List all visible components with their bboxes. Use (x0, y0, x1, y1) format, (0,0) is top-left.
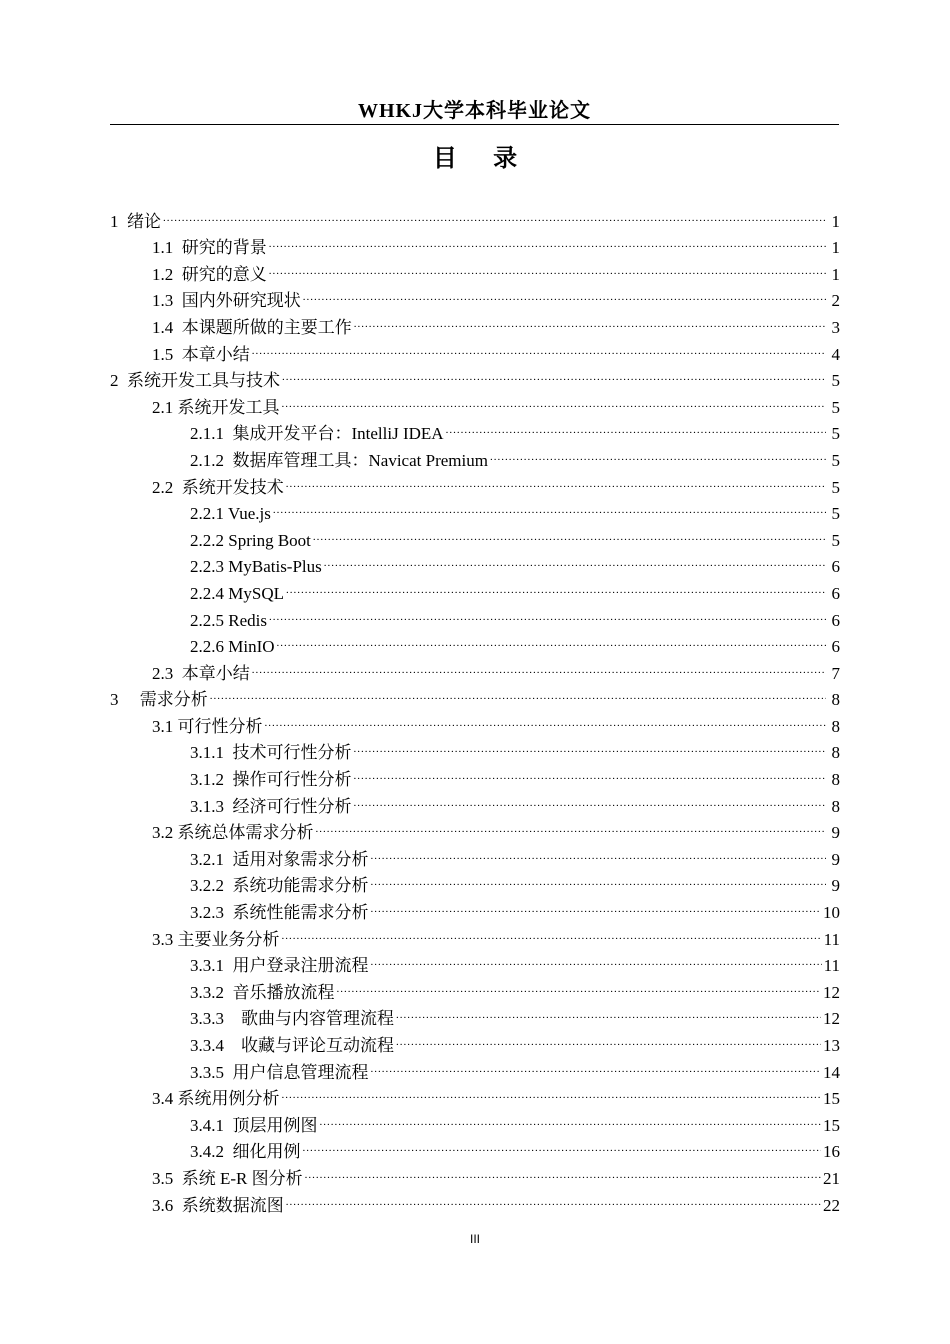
toc-entry-page: 1 (831, 264, 840, 284)
toc-entry-page: 9 (831, 876, 840, 896)
dot-leader (354, 313, 826, 335)
dot-leader (446, 419, 826, 441)
dot-leader (252, 659, 826, 681)
toc-entry[interactable] (110, 499, 840, 526)
dot-leader (269, 233, 826, 255)
toc-entry-label: 1.5 本章小结 (152, 344, 250, 364)
toc-entry-label: 3.3.5 用户信息管理流程 (190, 1062, 369, 1082)
toc-entry[interactable] (110, 259, 840, 286)
toc-entry-page: 5 (831, 504, 840, 524)
toc-entry[interactable] (110, 233, 840, 260)
dot-leader (273, 499, 826, 521)
toc-entry[interactable] (110, 445, 840, 472)
toc-entry-page: 8 (831, 690, 840, 710)
page-header: WHKJ大学本科毕业论文 (357, 100, 592, 122)
toc-entry-label: 1.4 本课题所做的主要工作 (152, 317, 352, 337)
dot-leader (337, 978, 822, 1000)
dot-leader (282, 925, 822, 947)
toc-entry-label: 2.1.1 集成开发平台：IntelliJ IDEA (190, 424, 444, 444)
dot-leader (269, 260, 826, 282)
toc-entry-page: 4 (831, 344, 840, 364)
toc-entry-page: 8 (831, 796, 840, 816)
toc-entry[interactable] (110, 658, 840, 685)
toc-entry[interactable] (110, 419, 840, 446)
dot-leader (303, 1137, 822, 1159)
dot-leader (303, 286, 826, 308)
toc-entry-page: 6 (831, 583, 840, 603)
header-rule (110, 124, 839, 125)
dot-leader (371, 951, 822, 973)
toc-entry[interactable] (110, 552, 840, 579)
toc-entry-page: 21 (823, 1168, 840, 1188)
toc-entry-page: 3 (831, 317, 840, 337)
toc-entry-page: 5 (831, 397, 840, 417)
toc-entry[interactable] (110, 738, 840, 765)
toc-entry-label: 3.4.2 细化用例 (190, 1142, 301, 1162)
toc-entry-page: 11 (823, 956, 840, 976)
toc-entry-page: 15 (823, 1115, 840, 1135)
toc-entry[interactable] (110, 578, 840, 605)
page-number: III (469, 1232, 480, 1246)
toc-entry[interactable] (110, 1190, 840, 1217)
toc-entry-label: 2.2.1 Vue.js (190, 504, 271, 524)
toc-entry[interactable] (110, 871, 840, 898)
toc-entry-label: 3.1.1 技术可行性分析 (190, 743, 352, 763)
toc-entry[interactable] (110, 472, 840, 499)
toc-entry-label: 3.1 可行性分析 (152, 716, 263, 736)
toc-entry-page: 5 (831, 371, 840, 391)
toc-entry-label: 1 绪论 (110, 211, 161, 231)
dot-leader (396, 1031, 821, 1053)
toc-entry[interactable] (110, 977, 840, 1004)
dot-leader (354, 792, 827, 814)
toc-entry-page: 7 (831, 663, 840, 683)
toc-entry-page: 22 (823, 1195, 840, 1215)
toc-entry-label: 2.2.5 Redis (190, 610, 267, 630)
toc-entry-page: 5 (831, 477, 840, 497)
dot-leader (269, 606, 826, 628)
dot-leader (265, 712, 827, 734)
toc-entry[interactable] (110, 206, 840, 233)
toc-entry-label: 2.2 系统开发技术 (152, 477, 284, 497)
toc-entry-page: 6 (831, 610, 840, 630)
toc-entry[interactable] (110, 366, 840, 393)
toc-entry[interactable] (110, 1110, 840, 1137)
toc-entry[interactable] (110, 791, 840, 818)
toc-entry[interactable] (110, 844, 840, 871)
toc-entry[interactable] (110, 951, 840, 978)
toc-entry-page: 11 (823, 929, 840, 949)
toc-entry-label: 2.2.3 MyBatis-Plus (190, 557, 322, 577)
toc-entry-label: 1.3 国内外研究现状 (152, 291, 301, 311)
toc-entry[interactable] (110, 924, 840, 951)
dot-leader (396, 1004, 821, 1026)
dot-leader (354, 738, 827, 760)
toc-entry-page: 5 (831, 424, 840, 444)
dot-leader (305, 1164, 821, 1186)
toc-entry[interactable] (110, 764, 840, 791)
toc-entry-label: 3.2.3 系统性能需求分析 (190, 903, 369, 923)
toc-entry-page: 6 (831, 557, 840, 577)
toc-entry[interactable] (110, 1137, 840, 1164)
toc-entry-label: 3.3.4 收藏与评论互动流程 (190, 1036, 394, 1055)
toc-entry[interactable] (110, 1084, 840, 1111)
toc-entry-page: 6 (831, 637, 840, 657)
toc-entry-label: 2.2.6 MinIO (190, 637, 275, 657)
dot-leader (371, 898, 822, 920)
toc-entry-label: 1.2 研究的意义 (152, 264, 267, 284)
toc-entry[interactable] (110, 1030, 840, 1057)
dot-leader (252, 340, 826, 362)
toc-entry-page: 9 (831, 849, 840, 869)
dot-leader (282, 366, 826, 388)
toc-entry-page: 12 (823, 1009, 840, 1029)
dot-leader (371, 845, 827, 867)
toc-entry-label: 3.2.1 适用对象需求分析 (190, 849, 369, 869)
dot-leader (320, 1111, 822, 1133)
toc-entry-label: 3.3.1 用户登录注册流程 (190, 956, 369, 976)
dot-leader (354, 765, 827, 787)
toc-entry-label: 3.3 主要业务分析 (152, 929, 280, 949)
toc-entry[interactable] (110, 897, 840, 924)
toc-entry-label: 2.2.4 MySQL (190, 583, 284, 603)
toc-entry-page: 16 (823, 1142, 840, 1162)
page-title: 目 录 (432, 144, 532, 172)
toc-entry-page: 15 (823, 1089, 840, 1109)
toc-entry[interactable] (110, 711, 840, 738)
dot-leader (282, 1084, 822, 1106)
dot-leader (286, 1191, 821, 1213)
toc-entry-label: 3.2.2 系统功能需求分析 (190, 876, 369, 896)
toc-entry-page: 9 (831, 823, 840, 843)
toc-entry-page: 8 (831, 716, 840, 736)
toc-entry-page: 13 (823, 1036, 840, 1055)
toc-entry-label: 3.3.3 歌曲与内容管理流程 (190, 1009, 394, 1029)
toc-entry[interactable] (110, 312, 840, 339)
dot-leader (282, 393, 827, 415)
toc-entry-page: 1 (831, 238, 840, 258)
toc-entry-page: 8 (831, 743, 840, 763)
toc-entry-page: 1 (831, 211, 840, 231)
dot-leader (316, 818, 827, 840)
toc-entry-label: 3.4 系统用例分析 (152, 1089, 280, 1109)
dot-leader (210, 685, 826, 707)
toc-entry[interactable] (110, 605, 840, 632)
toc-entry-label: 3.5 系统 E-R 图分析 (152, 1168, 303, 1188)
toc-entry-page: 5 (831, 450, 840, 470)
dot-leader (313, 526, 826, 548)
toc-entry-label: 3.1.2 操作可行性分析 (190, 770, 352, 790)
toc-entry-label: 3 需求分析 (110, 690, 208, 710)
toc-entry-page: 14 (823, 1062, 840, 1082)
toc-entry-label: 3.1.3 经济可行性分析 (190, 796, 352, 816)
toc-entry[interactable] (110, 392, 840, 419)
toc-entry-label: 2.1.2 数据库管理工具：Navicat Premium (190, 450, 488, 470)
toc-entry-label: 2.3 本章小结 (152, 663, 250, 683)
dot-leader (324, 552, 826, 574)
dot-leader (163, 207, 826, 229)
toc-entry-label: 3.2 系统总体需求分析 (152, 823, 314, 843)
table-of-contents (110, 206, 840, 1217)
dot-leader (277, 632, 826, 654)
toc-entry-page: 8 (831, 770, 840, 790)
toc-entry-label: 2 系统开发工具与技术 (110, 371, 280, 391)
dot-leader (490, 446, 826, 468)
dot-leader (286, 473, 826, 495)
toc-entry-label: 2.2.2 Spring Boot (190, 530, 311, 550)
toc-entry-page: 12 (823, 982, 840, 1002)
toc-entry[interactable] (110, 685, 840, 712)
toc-entry[interactable] (110, 1057, 840, 1084)
toc-entry[interactable] (110, 339, 840, 366)
toc-entry[interactable] (110, 632, 840, 659)
toc-entry[interactable] (110, 525, 840, 552)
toc-entry[interactable] (110, 1004, 840, 1031)
toc-entry[interactable] (110, 818, 840, 845)
toc-entry[interactable] (110, 286, 840, 313)
toc-entry-label: 3.6 系统数据流图 (152, 1195, 284, 1215)
toc-entry-label: 3.4.1 顶层用例图 (190, 1115, 318, 1135)
toc-entry-label: 2.1 系统开发工具 (152, 397, 280, 417)
dot-leader (371, 1058, 822, 1080)
toc-entry-page: 10 (823, 903, 840, 923)
dot-leader (286, 579, 826, 601)
toc-entry-label: 1.1 研究的背景 (152, 238, 267, 258)
dot-leader (371, 871, 827, 893)
toc-entry[interactable] (110, 1163, 840, 1190)
toc-entry-page: 5 (831, 530, 840, 550)
toc-entry-label: 3.3.2 音乐播放流程 (190, 982, 335, 1002)
toc-entry-page: 2 (831, 291, 840, 311)
